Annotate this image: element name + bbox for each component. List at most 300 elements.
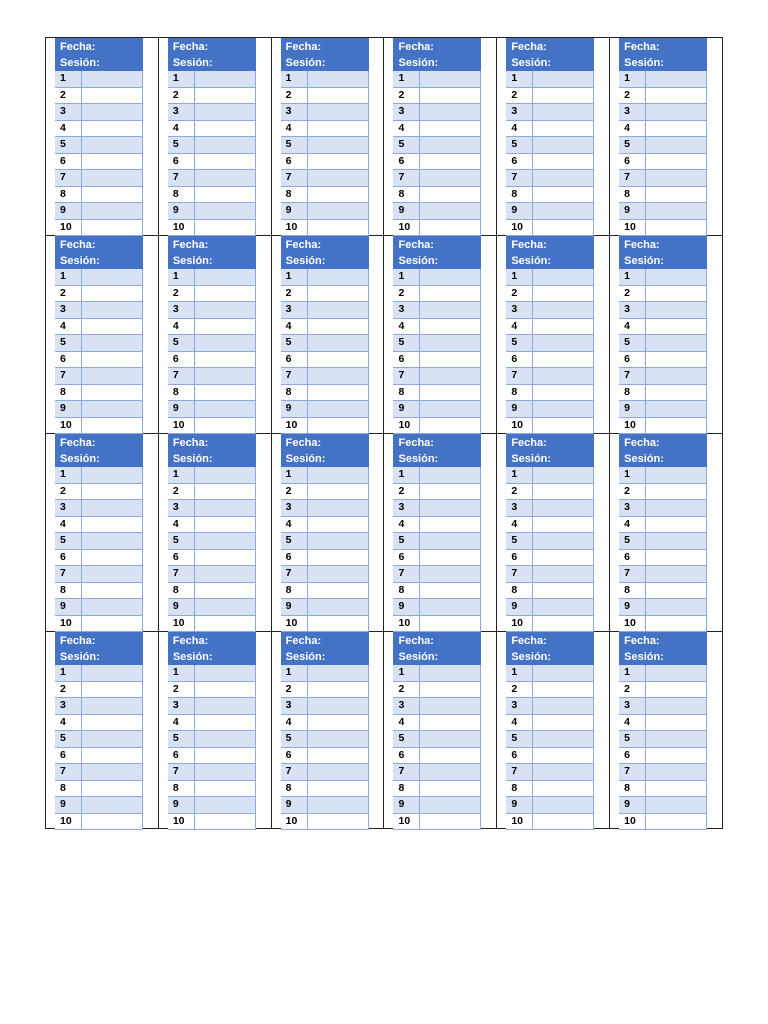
row-value-field[interactable] [420, 385, 481, 401]
row-value-field[interactable] [308, 203, 369, 219]
session-row [281, 385, 369, 402]
row-value-field[interactable] [646, 715, 707, 731]
row-value-field[interactable] [533, 781, 594, 797]
card-header [506, 38, 594, 71]
row-value-field[interactable] [533, 814, 594, 830]
row-value-field[interactable] [420, 319, 481, 335]
row-value-field[interactable] [420, 698, 481, 714]
session-row [619, 401, 707, 418]
row-value-field[interactable] [420, 583, 481, 599]
row-value-field[interactable] [82, 764, 143, 780]
row-value-field[interactable] [646, 368, 707, 384]
row-value-field[interactable] [308, 814, 369, 830]
session-row [55, 71, 143, 88]
row-value-field[interactable] [420, 764, 481, 780]
row-value-field[interactable] [82, 154, 143, 170]
row-value-field[interactable] [308, 335, 369, 351]
row-value-field[interactable] [646, 385, 707, 401]
row-number: 6 [393, 748, 420, 764]
row-value-field[interactable] [82, 286, 143, 302]
row-value-field[interactable] [195, 154, 256, 170]
row-number: 5 [55, 533, 82, 549]
row-value-field[interactable] [646, 170, 707, 186]
row-value-field[interactable] [82, 500, 143, 516]
row-number: 1 [55, 71, 82, 87]
row-number: 1 [506, 467, 533, 483]
row-number: 6 [393, 154, 420, 170]
session-row [281, 71, 369, 88]
row-value-field[interactable] [646, 748, 707, 764]
session-row [506, 566, 594, 583]
row-value-field[interactable] [646, 797, 707, 813]
row-number: 2 [281, 682, 308, 698]
sesion-label: Sesión: [172, 453, 213, 465]
row-value-field[interactable] [82, 814, 143, 830]
row-value-field[interactable] [82, 203, 143, 219]
row-value-field[interactable] [533, 484, 594, 500]
row-value-field[interactable] [82, 583, 143, 599]
row-value-field[interactable] [195, 764, 256, 780]
row-value-field[interactable] [195, 104, 256, 120]
row-value-field[interactable] [533, 302, 594, 318]
row-value-field[interactable] [195, 599, 256, 615]
row-value-field[interactable] [533, 71, 594, 87]
row-value-field[interactable] [82, 698, 143, 714]
row-value-field[interactable] [82, 517, 143, 533]
row-value-field[interactable] [533, 269, 594, 285]
row-value-field[interactable] [82, 715, 143, 731]
row-value-field[interactable] [420, 418, 481, 434]
row-number: 5 [506, 533, 533, 549]
row-value-field[interactable] [533, 550, 594, 566]
row-value-field[interactable] [420, 104, 481, 120]
row-value-field[interactable] [420, 335, 481, 351]
row-value-field[interactable] [308, 665, 369, 681]
row-value-field[interactable] [420, 500, 481, 516]
row-value-field[interactable] [420, 187, 481, 203]
row-value-field[interactable] [195, 616, 256, 632]
row-value-field[interactable] [195, 682, 256, 698]
row-value-field[interactable] [195, 302, 256, 318]
session-row [55, 352, 143, 369]
row-value-field[interactable] [646, 500, 707, 516]
row-value-field[interactable] [308, 302, 369, 318]
row-value-field[interactable] [646, 335, 707, 351]
session-row [619, 220, 707, 237]
row-value-field[interactable] [195, 121, 256, 137]
row-value-field[interactable] [646, 616, 707, 632]
row-value-field[interactable] [533, 335, 594, 351]
card-header [393, 632, 481, 665]
row-value-field[interactable] [195, 715, 256, 731]
row-value-field[interactable] [420, 748, 481, 764]
row-value-field[interactable] [195, 286, 256, 302]
row-value-field[interactable] [420, 220, 481, 236]
row-value-field[interactable] [420, 352, 481, 368]
row-value-field[interactable] [195, 170, 256, 186]
row-value-field[interactable] [195, 335, 256, 351]
row-number: 7 [393, 170, 420, 186]
row-value-field[interactable] [308, 533, 369, 549]
row-value-field[interactable] [308, 715, 369, 731]
row-value-field[interactable] [533, 500, 594, 516]
session-card [55, 236, 143, 434]
row-value-field[interactable] [646, 137, 707, 153]
row-value-field[interactable] [195, 566, 256, 582]
row-value-field[interactable] [308, 682, 369, 698]
row-value-field[interactable] [533, 682, 594, 698]
row-number: 1 [506, 269, 533, 285]
row-value-field[interactable] [82, 352, 143, 368]
row-value-field[interactable] [195, 352, 256, 368]
row-value-field[interactable] [82, 401, 143, 417]
row-value-field[interactable] [533, 385, 594, 401]
row-value-field[interactable] [82, 682, 143, 698]
row-value-field[interactable] [420, 715, 481, 731]
row-value-field[interactable] [308, 550, 369, 566]
row-value-field[interactable] [420, 599, 481, 615]
row-value-field[interactable] [533, 88, 594, 104]
row-value-field[interactable] [646, 121, 707, 137]
row-value-field[interactable] [646, 220, 707, 236]
row-number: 4 [393, 121, 420, 137]
row-value-field[interactable] [308, 319, 369, 335]
row-value-field[interactable] [646, 731, 707, 747]
row-value-field[interactable] [420, 170, 481, 186]
session-row [281, 203, 369, 220]
row-value-field[interactable] [533, 154, 594, 170]
session-row [619, 71, 707, 88]
row-value-field[interactable] [646, 550, 707, 566]
row-value-field[interactable] [195, 187, 256, 203]
row-number: 7 [55, 368, 82, 384]
row-value-field[interactable] [420, 682, 481, 698]
row-value-field[interactable] [533, 286, 594, 302]
row-value-field[interactable] [195, 319, 256, 335]
row-value-field[interactable] [195, 137, 256, 153]
row-value-field[interactable] [533, 203, 594, 219]
row-value-field[interactable] [195, 583, 256, 599]
row-value-field[interactable] [308, 286, 369, 302]
row-value-field[interactable] [308, 599, 369, 615]
row-value-field[interactable] [533, 731, 594, 747]
row-value-field[interactable] [420, 467, 481, 483]
row-value-field[interactable] [420, 286, 481, 302]
row-value-field[interactable] [420, 401, 481, 417]
row-number: 9 [55, 599, 82, 615]
row-number: 9 [281, 797, 308, 813]
row-value-field[interactable] [646, 71, 707, 87]
row-value-field[interactable] [533, 170, 594, 186]
row-value-field[interactable] [646, 319, 707, 335]
row-value-field[interactable] [533, 748, 594, 764]
row-value-field[interactable] [420, 797, 481, 813]
row-value-field[interactable] [420, 550, 481, 566]
row-value-field[interactable] [533, 764, 594, 780]
session-row [393, 484, 481, 501]
row-value-field[interactable] [308, 566, 369, 582]
row-value-field[interactable] [308, 616, 369, 632]
row-number: 5 [506, 335, 533, 351]
row-value-field[interactable] [420, 269, 481, 285]
session-row [168, 269, 256, 286]
row-value-field[interactable] [308, 170, 369, 186]
row-value-field[interactable] [308, 352, 369, 368]
session-row [281, 352, 369, 369]
row-number: 6 [168, 748, 195, 764]
row-value-field[interactable] [308, 137, 369, 153]
row-value-field[interactable] [195, 698, 256, 714]
row-value-field[interactable] [308, 797, 369, 813]
row-value-field[interactable] [308, 764, 369, 780]
row-value-field[interactable] [533, 583, 594, 599]
row-value-field[interactable] [82, 187, 143, 203]
row-number: 7 [619, 764, 646, 780]
row-value-field[interactable] [646, 781, 707, 797]
row-value-field[interactable] [646, 533, 707, 549]
row-value-field[interactable] [82, 797, 143, 813]
row-value-field[interactable] [646, 352, 707, 368]
row-value-field[interactable] [82, 319, 143, 335]
row-value-field[interactable] [308, 88, 369, 104]
session-row [281, 748, 369, 765]
fecha-label: Fecha: [60, 437, 96, 449]
row-value-field[interactable] [82, 566, 143, 582]
row-value-field[interactable] [420, 137, 481, 153]
session-row [506, 121, 594, 138]
row-value-field[interactable] [420, 484, 481, 500]
session-row [393, 154, 481, 171]
row-value-field[interactable] [82, 335, 143, 351]
row-value-field[interactable] [420, 88, 481, 104]
row-value-field[interactable] [308, 154, 369, 170]
row-value-field[interactable] [195, 550, 256, 566]
row-value-field[interactable] [308, 748, 369, 764]
row-value-field[interactable] [82, 137, 143, 153]
row-number: 10 [281, 616, 308, 632]
row-value-field[interactable] [533, 220, 594, 236]
row-value-field[interactable] [646, 484, 707, 500]
row-number: 8 [393, 385, 420, 401]
row-value-field[interactable] [533, 599, 594, 615]
row-number: 6 [168, 154, 195, 170]
session-row [281, 583, 369, 600]
row-value-field[interactable] [82, 368, 143, 384]
row-value-field[interactable] [82, 731, 143, 747]
row-value-field[interactable] [82, 467, 143, 483]
row-value-field[interactable] [82, 599, 143, 615]
row-value-field[interactable] [308, 418, 369, 434]
row-number: 3 [168, 698, 195, 714]
row-value-field[interactable] [420, 814, 481, 830]
row-value-field[interactable] [308, 187, 369, 203]
row-value-field[interactable] [420, 517, 481, 533]
row-value-field[interactable] [646, 401, 707, 417]
row-value-field[interactable] [420, 203, 481, 219]
row-value-field[interactable] [646, 665, 707, 681]
row-value-field[interactable] [82, 418, 143, 434]
row-value-field[interactable] [82, 302, 143, 318]
row-value-field[interactable] [195, 533, 256, 549]
row-value-field[interactable] [82, 104, 143, 120]
row-value-field[interactable] [195, 517, 256, 533]
row-value-field[interactable] [82, 616, 143, 632]
row-value-field[interactable] [420, 566, 481, 582]
row-value-field[interactable] [195, 269, 256, 285]
row-value-field[interactable] [308, 401, 369, 417]
row-value-field[interactable] [646, 203, 707, 219]
session-row [55, 88, 143, 105]
row-value-field[interactable] [308, 467, 369, 483]
row-value-field[interactable] [533, 352, 594, 368]
row-value-field[interactable] [533, 517, 594, 533]
row-number: 9 [281, 401, 308, 417]
row-number: 9 [168, 599, 195, 615]
row-value-field[interactable] [646, 467, 707, 483]
row-value-field[interactable] [195, 748, 256, 764]
row-value-field[interactable] [420, 665, 481, 681]
row-number: 7 [393, 764, 420, 780]
row-value-field[interactable] [195, 814, 256, 830]
row-value-field[interactable] [646, 599, 707, 615]
row-value-field[interactable] [308, 500, 369, 516]
row-value-field[interactable] [533, 418, 594, 434]
row-value-field[interactable] [308, 517, 369, 533]
sesion-label: Sesión: [511, 57, 552, 69]
row-value-field[interactable] [646, 286, 707, 302]
row-value-field[interactable] [533, 187, 594, 203]
row-value-field[interactable] [195, 665, 256, 681]
row-value-field[interactable] [82, 121, 143, 137]
row-value-field[interactable] [420, 71, 481, 87]
row-value-field[interactable] [420, 731, 481, 747]
session-row [55, 302, 143, 319]
row-value-field[interactable] [533, 401, 594, 417]
row-value-field[interactable] [82, 550, 143, 566]
row-value-field[interactable] [308, 368, 369, 384]
row-value-field[interactable] [533, 698, 594, 714]
row-value-field[interactable] [533, 665, 594, 681]
row-value-field[interactable] [646, 154, 707, 170]
row-value-field[interactable] [82, 71, 143, 87]
row-value-field[interactable] [82, 170, 143, 186]
row-value-field[interactable] [646, 269, 707, 285]
row-value-field[interactable] [308, 484, 369, 500]
row-value-field[interactable] [646, 104, 707, 120]
row-value-field[interactable] [533, 566, 594, 582]
row-value-field[interactable] [195, 220, 256, 236]
row-value-field[interactable] [420, 121, 481, 137]
row-value-field[interactable] [420, 533, 481, 549]
row-value-field[interactable] [533, 368, 594, 384]
row-number: 9 [168, 203, 195, 219]
session-row [619, 484, 707, 501]
row-value-field[interactable] [646, 682, 707, 698]
sesion-label: Sesión: [624, 255, 664, 267]
row-value-field[interactable] [646, 418, 707, 434]
row-value-field[interactable] [82, 484, 143, 500]
row-value-field[interactable] [195, 401, 256, 417]
row-value-field[interactable] [646, 517, 707, 533]
row-value-field[interactable] [420, 616, 481, 632]
row-number: 4 [168, 517, 195, 533]
row-number: 2 [619, 88, 646, 104]
row-value-field[interactable] [195, 418, 256, 434]
row-value-field[interactable] [82, 665, 143, 681]
row-value-field[interactable] [533, 319, 594, 335]
row-value-field[interactable] [646, 88, 707, 104]
row-value-field[interactable] [646, 764, 707, 780]
row-value-field[interactable] [82, 748, 143, 764]
session-row [393, 121, 481, 138]
row-value-field[interactable] [533, 137, 594, 153]
row-value-field[interactable] [195, 781, 256, 797]
card-header [619, 632, 707, 665]
row-value-field[interactable] [533, 533, 594, 549]
session-card [281, 38, 369, 236]
row-value-field[interactable] [308, 781, 369, 797]
fecha-label: Fecha: [511, 239, 547, 251]
row-value-field[interactable] [646, 566, 707, 582]
row-value-field[interactable] [308, 220, 369, 236]
fecha-label: Fecha: [398, 41, 434, 53]
row-value-field[interactable] [308, 121, 369, 137]
row-value-field[interactable] [195, 71, 256, 87]
row-value-field[interactable] [420, 781, 481, 797]
row-value-field[interactable] [308, 71, 369, 87]
row-value-field[interactable] [195, 467, 256, 483]
row-value-field[interactable] [533, 467, 594, 483]
row-value-field[interactable] [533, 616, 594, 632]
row-value-field[interactable] [646, 583, 707, 599]
row-value-field[interactable] [646, 187, 707, 203]
row-value-field[interactable] [308, 731, 369, 747]
row-value-field[interactable] [420, 302, 481, 318]
row-value-field[interactable] [195, 368, 256, 384]
row-value-field[interactable] [646, 302, 707, 318]
row-value-field[interactable] [195, 500, 256, 516]
row-value-field[interactable] [195, 797, 256, 813]
row-value-field[interactable] [420, 154, 481, 170]
row-value-field[interactable] [82, 533, 143, 549]
row-value-field[interactable] [82, 781, 143, 797]
row-value-field[interactable] [646, 698, 707, 714]
row-value-field[interactable] [308, 385, 369, 401]
row-value-field[interactable] [195, 484, 256, 500]
row-value-field[interactable] [82, 385, 143, 401]
row-value-field[interactable] [195, 731, 256, 747]
row-number: 1 [281, 665, 308, 681]
row-value-field[interactable] [533, 797, 594, 813]
row-value-field[interactable] [533, 121, 594, 137]
row-value-field[interactable] [308, 269, 369, 285]
row-value-field[interactable] [420, 368, 481, 384]
row-value-field[interactable] [533, 104, 594, 120]
row-value-field[interactable] [195, 88, 256, 104]
row-value-field[interactable] [308, 698, 369, 714]
row-number: 8 [393, 583, 420, 599]
row-value-field[interactable] [308, 104, 369, 120]
row-value-field[interactable] [82, 220, 143, 236]
row-value-field[interactable] [82, 269, 143, 285]
row-value-field[interactable] [82, 88, 143, 104]
row-value-field[interactable] [308, 583, 369, 599]
session-row [168, 302, 256, 319]
row-value-field[interactable] [533, 715, 594, 731]
row-value-field[interactable] [646, 814, 707, 830]
row-value-field[interactable] [195, 203, 256, 219]
row-value-field[interactable] [195, 385, 256, 401]
